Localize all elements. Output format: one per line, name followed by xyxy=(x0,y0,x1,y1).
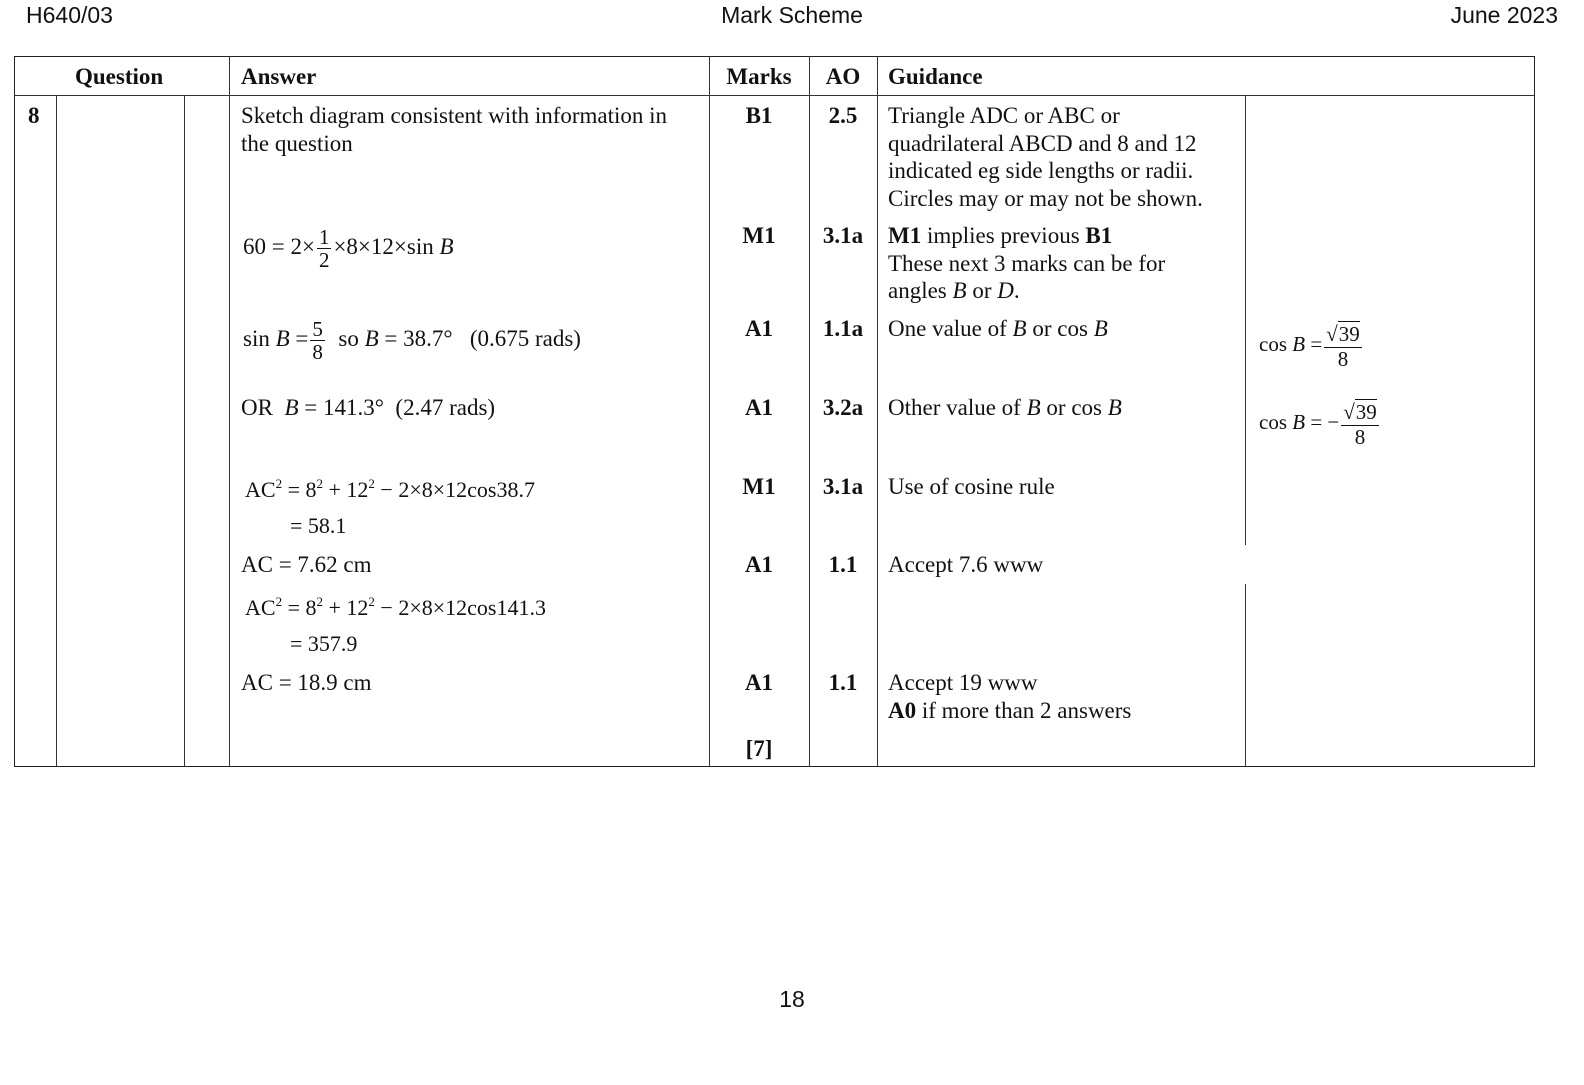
document-date: June 2023 xyxy=(1450,2,1558,28)
math-variable: B xyxy=(1012,316,1027,341)
guidance-line xyxy=(888,222,1165,250)
math-variable: B xyxy=(952,278,967,303)
math-text: cos xyxy=(1259,331,1287,356)
math-text: cos xyxy=(1259,409,1287,434)
math-variable: B xyxy=(1107,395,1122,420)
math-text: + 12 xyxy=(322,477,369,502)
fraction-denominator: 8 xyxy=(312,340,323,364)
cosine-note xyxy=(1259,322,1364,370)
column-rule xyxy=(184,95,185,767)
radicand: 39 xyxy=(1355,400,1377,424)
answer-line: the question xyxy=(241,130,353,156)
fraction-numerator: √39 xyxy=(1343,400,1377,424)
exponent: 2 xyxy=(316,476,323,491)
guidance-fragment: Other value of xyxy=(888,395,1027,420)
guidance-line: indicated eg side lengths or radii. xyxy=(888,158,1194,183)
answer-text: AC = 18.9 cm xyxy=(241,670,372,695)
ao-code: 1.1a xyxy=(822,316,864,341)
math-text: 60 = 2× xyxy=(243,233,315,259)
question-number: 8 xyxy=(28,103,40,128)
math-text: = 8 xyxy=(282,595,317,620)
guidance-fragment: or cos xyxy=(1040,395,1108,420)
math-text: AC xyxy=(245,595,276,620)
math-text: sin xyxy=(243,325,270,351)
math-text: = xyxy=(1305,331,1323,356)
math-text: OR xyxy=(241,395,285,420)
bold-code: A0 xyxy=(888,697,917,723)
guidance-line: These next 3 marks can be for xyxy=(888,250,1166,276)
guidance-text xyxy=(888,102,1203,212)
guidance-line: Circles may or may not be shown. xyxy=(888,185,1203,211)
column-rule xyxy=(56,95,57,767)
header-ao: AO xyxy=(825,64,861,89)
guidance-fragment: implies previous xyxy=(921,223,1086,248)
guidance-line xyxy=(888,277,1165,305)
fraction-denominator: 2 xyxy=(318,248,330,272)
ao-code: 1.1 xyxy=(828,552,858,577)
page-number: 18 xyxy=(779,986,805,1012)
guidance-line xyxy=(888,697,1131,725)
document-title: Mark Scheme xyxy=(721,2,863,28)
fraction xyxy=(310,318,325,363)
guidance-fragment: . xyxy=(1013,278,1020,303)
answer-text xyxy=(241,102,667,157)
ao-code: 3.1a xyxy=(822,474,864,499)
header-question: Question xyxy=(75,64,164,89)
math-variable: B xyxy=(364,325,379,351)
cosine-result: = 58.1 xyxy=(290,513,347,538)
fraction-denominator: 8 xyxy=(1337,347,1349,371)
exponent: 2 xyxy=(275,594,283,609)
math-variable: B xyxy=(284,395,299,420)
math-variable: B xyxy=(439,233,454,259)
mark-code: A1 xyxy=(744,670,774,695)
bold-code: B1 xyxy=(1085,223,1113,248)
radicand: 39 xyxy=(1338,322,1360,346)
guidance-text xyxy=(888,315,1108,343)
mark-code: A1 xyxy=(744,316,774,341)
ao-code: 3.1a xyxy=(822,223,864,248)
obtuse-angle-answer xyxy=(241,395,495,421)
mark-code: M1 xyxy=(742,474,776,499)
cosine-rule-obtuse xyxy=(245,595,546,621)
fraction xyxy=(1341,400,1379,448)
ao-code: 1.1 xyxy=(828,670,858,695)
math-text: = 141.3° (2.47 rads) xyxy=(298,395,496,420)
header-answer: Answer xyxy=(241,64,317,89)
header-marks: Marks xyxy=(726,64,792,89)
guidance-text xyxy=(888,222,1165,305)
exponent: 2 xyxy=(316,594,323,609)
math-text: + 12 xyxy=(322,595,369,620)
cosine-result: = 357.9 xyxy=(290,631,358,656)
math-text: = − xyxy=(1305,409,1340,434)
math-variable: B xyxy=(1093,316,1108,341)
exponent: 2 xyxy=(368,476,375,491)
fraction xyxy=(1324,322,1362,370)
math-text: = 38.7° (0.675 rads) xyxy=(378,325,581,351)
exponent: 2 xyxy=(368,594,375,609)
guidance-text xyxy=(888,669,1131,724)
mark-code: B1 xyxy=(745,103,773,128)
fraction-numerator: 1 xyxy=(318,225,330,249)
fraction-denominator: 8 xyxy=(1354,425,1366,449)
guidance-fragment: One value of xyxy=(888,316,1013,341)
mark-code: A1 xyxy=(744,395,774,420)
guidance-fragment: or xyxy=(966,278,998,303)
ao-code: 3.2a xyxy=(822,395,864,420)
fraction xyxy=(317,226,332,271)
math-variable: D xyxy=(997,278,1014,303)
guidance-line: Triangle ADC or ABC or xyxy=(888,103,1120,128)
math-text: AC xyxy=(245,477,276,502)
guidance-fragment: angles xyxy=(888,278,953,303)
math-variable: B xyxy=(1292,409,1306,434)
guidance-line: quadrilateral ABCD and 8 and 12 xyxy=(888,130,1197,156)
fraction-numerator: 5 xyxy=(312,317,323,341)
math-text: − 2×8×12cos141.3 xyxy=(374,595,546,620)
guidance-line: Accept 19 www xyxy=(888,670,1038,695)
guidance-fragment: if more than 2 answers xyxy=(916,697,1132,723)
area-equation xyxy=(243,226,454,271)
column-rule xyxy=(1245,95,1246,545)
math-text: ×8×12×sin xyxy=(333,233,434,259)
header-rule xyxy=(14,95,1535,96)
guidance-fragment: or cos xyxy=(1026,316,1094,341)
math-text: = xyxy=(289,325,309,351)
math-variable: B xyxy=(1026,395,1041,420)
column-rule xyxy=(877,56,878,767)
total-marks: [7] xyxy=(745,736,773,761)
column-rule xyxy=(229,56,230,767)
sine-equation xyxy=(243,318,581,363)
guidance-text xyxy=(888,394,1122,422)
answer-text: AC = 7.62 cm xyxy=(241,552,372,577)
fraction-numerator: √39 xyxy=(1326,322,1360,346)
header-guidance: Guidance xyxy=(888,64,983,89)
math-text: = 8 xyxy=(282,477,317,502)
ao-code: 2.5 xyxy=(828,103,858,128)
exponent: 2 xyxy=(275,476,283,491)
math-variable: B xyxy=(1292,331,1306,356)
answer-line: Sketch diagram consistent with information in xyxy=(241,103,668,128)
bold-code: M1 xyxy=(888,223,922,248)
guidance-text: Use of cosine rule xyxy=(888,474,1055,499)
math-text: − 2×8×12cos38.7 xyxy=(374,477,535,502)
cosine-note xyxy=(1259,400,1381,448)
guidance-text: Accept 7.6 www xyxy=(888,552,1044,577)
mark-code: A1 xyxy=(744,552,774,577)
cosine-rule-acute xyxy=(245,477,535,503)
mark-code: M1 xyxy=(742,223,776,248)
column-rule xyxy=(1245,584,1246,767)
math-variable: B xyxy=(275,325,290,351)
math-text: so xyxy=(326,325,365,351)
document-code: H640/03 xyxy=(26,2,113,28)
